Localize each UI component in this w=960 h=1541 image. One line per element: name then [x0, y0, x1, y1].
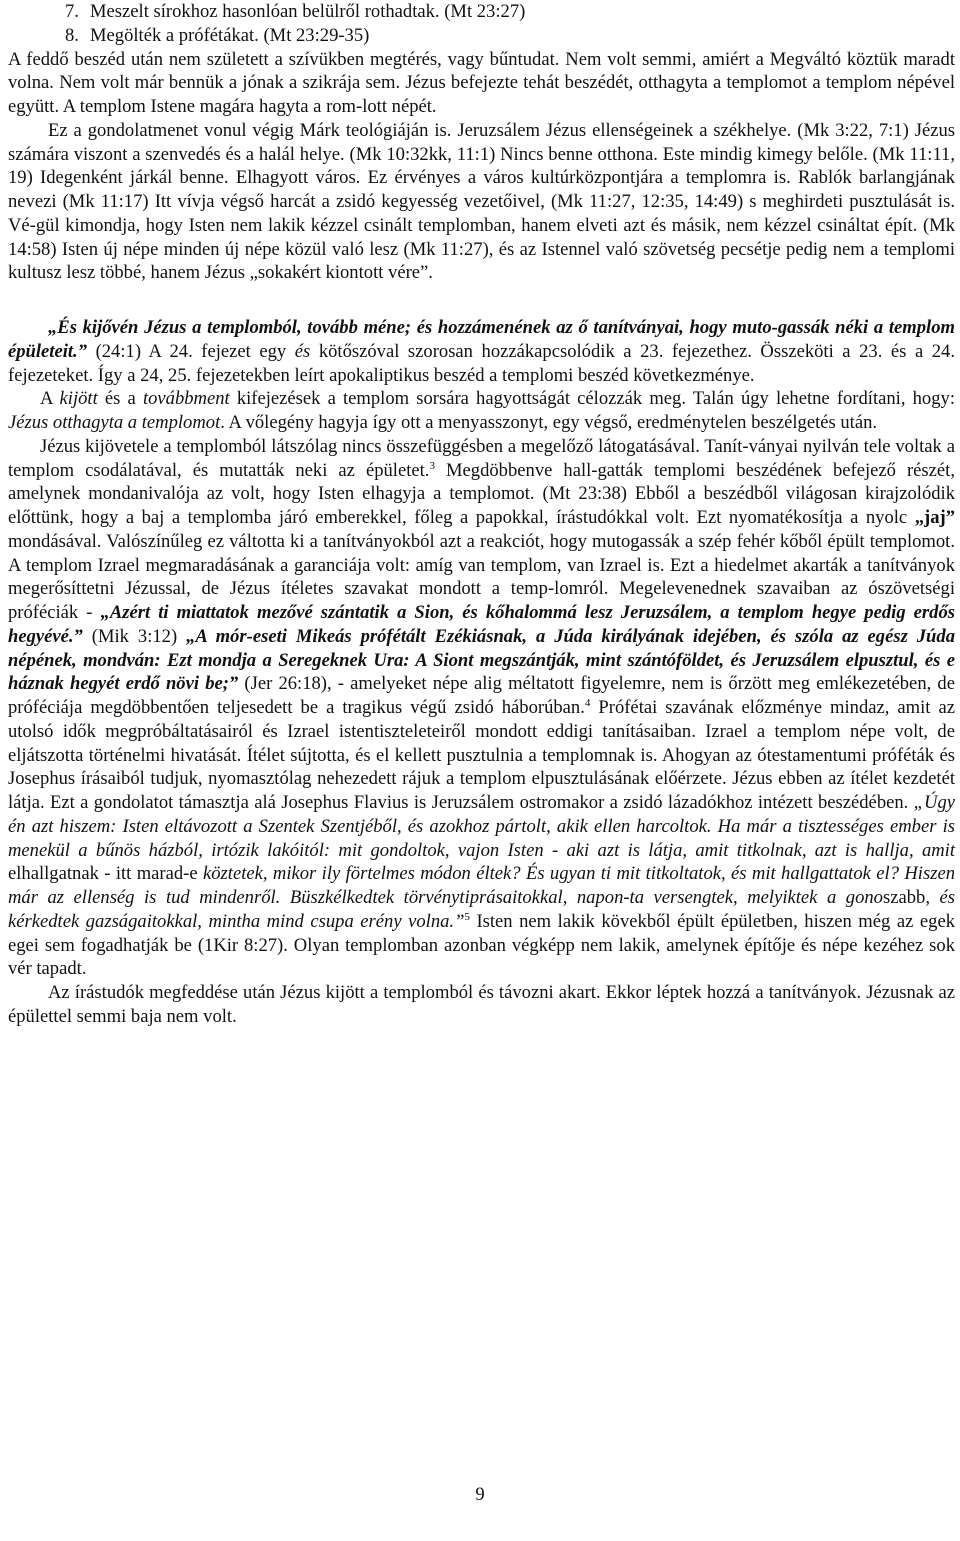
- emphasis: „jaj”: [914, 507, 955, 528]
- footnote-ref: 5: [464, 910, 470, 923]
- paragraph: [8, 435, 955, 981]
- list-item: [8, 0, 955, 24]
- paragraph-text: szabb: [882, 887, 926, 908]
- paragraph-text: (Mik 3:12): [82, 625, 187, 647]
- paragraph: [8, 119, 955, 285]
- paragraph-text: mondásával. Valószínűleg ez váltotta ki a tanítványokból azt a reakciót, hogy mutogassák a szép fehér kőből épült templomot. A templom Izrael megmaradásának a garanciája volt: amíg van templom, van Izrael is. Ezt a hiedelmet akarták a tanítványok megerősíttetni Jézussal, de Jézus ítéletes szavakat mondott a temp-lomról. Megelevenednek szavaiban az ószövetségi próféciák -: [8, 530, 955, 623]
- bible-quote: „És kijővén Jézus a templomból, tovább méne; és hozzámenének az ő tanítványai, hogy muto-gassák néki a templom épületeit.”: [8, 317, 955, 362]
- paragraph-text: kötőszóval szorosan hozzákapcsolódik a 23. fejezethez. Összeköti a 23. és a 24. fejezeteket. Így a 24, 25. fejezetekben leírt apokaliptikus beszéd a templomi beszéd következménye.: [8, 340, 955, 386]
- list-text: Megölték a prófétákat. (Mt 23:29-35): [90, 24, 370, 46]
- paragraph-text: A feddő beszéd után nem született a szívükben megtérés, vagy bűntudat. Nem volt semmi, amiért a Megváltó köztük maradt volna. Nem volt már bennük a jónak a szikrája sem. Jézus befejezte tehát beszédét, otthagyta a templomot a templom népével együtt. A templom Istene magára hagyta a rom-lott népét.: [8, 48, 955, 117]
- list-text: Meszelt sírokhoz hasonlóan belülről rothadtak. (Mt 23:27): [90, 1, 526, 22]
- paragraph-text: . A vőlegény hagyja így ott a menyasszonyt, egy végső, eredménytelen beszélgetés után.: [220, 412, 878, 433]
- emphasis: kijött: [59, 388, 98, 410]
- josephus-quote: , és kérkedtek gazságaitokkal, mintha mind csupa erény volna.”: [8, 887, 955, 932]
- emphasis: és: [294, 340, 311, 362]
- emphasis: továbbment: [142, 388, 230, 410]
- paragraph: [8, 981, 955, 1029]
- paragraph-text: kifejezések a templom sorsára hagyottságát célozzák meg. Talán úgy lehetne fordítani, hogy:: [229, 388, 955, 410]
- paragraph-text: Megdöbbenve hall-gatták templomi beszédének befejező részét, amelynek mondanivalója az volt, hogy Isten elhagyja a templomot. (Mt 23:38) Ebből a beszédből világosan kirajzolódik előttünk, hogy a baj a templomba járó emberekkel, főleg a papokkal, írástudókkal volt. Ezt nyomatékosítja a nyolc: [8, 459, 955, 528]
- footnote-ref: 3: [429, 459, 435, 472]
- paragraph: [8, 387, 955, 435]
- paragraph-text: (Jer 26:18), - amelyeket népe alig méltatott figyelemre, nem is őrzött meg emlékezetében, de próféciája megdöbbentően teljesedett be a tragikus végű zsidó háborúban.: [8, 673, 955, 718]
- paragraph-text: Prófétai szavának előzménye mindaz, amit az utolsó idők megpróbáltatásairól és Izrael istentiszteleteiről mondott eddigi tanításaiban. Izrael a templom népe volt, de eljátszotta történelmi hivatását. Ítélet sújtotta, és el kellett pusztulnia a templomnak is. Ahogyan az ótestamentumi próféták és Josephus írásaiból tudjuk, nyomasztólag nehezedett rájuk a templom elpusztulásának előérzete. Jézus ebben az ítélet kezdetét látja. Ezt a gondolatot támasztja alá Josephus Flavius is Jeruzsálem ostromakor a zsidó lázadókhoz intézett beszédében.: [8, 697, 955, 813]
- list-number: 8.: [65, 24, 79, 46]
- page-number: 9: [475, 1484, 485, 1505]
- paragraph-text: Isten nem lakik kövekből épült épületben, hiszen még az egek egei sem fogadhatják be (1Kir 8:27). Olyan templomban azonban végképp nem lakik, amelynek építője és népe kezéhez sok vér tapadt.: [8, 910, 955, 980]
- paragraph-text: (24:1) A 24. fejezet egy: [87, 340, 295, 362]
- josephus-quote: köztetek, mikor ily förtelmes módon éltek? És ugyan ti mit titkoltatok, és mit hallgattatok el? Hiszen már az ellenség is tud mindenről. Büszkélkedtek törvénytiprásaitokkal, napon-ta versengtek, melyiktek a gono: [8, 863, 955, 908]
- paragraph-text: A: [40, 388, 60, 410]
- paragraph-text: és a: [97, 388, 143, 410]
- list-item: [8, 24, 955, 48]
- bible-quote: „Azért ti miattatok mezővé szántatik a Sion, és kőhalommá lesz Jeruzsálem, a templom hegye pedig erdős hegyévé.”: [8, 602, 955, 647]
- paragraph: [8, 48, 955, 119]
- emphasis: Jézus otthagyta a templomot: [8, 412, 221, 433]
- paragraph-text: Ez a gondolatmenet vonul végig Márk teológiáján is. Jeruzsálem Jézus ellenségeinek a székhelye. (Mk 3:22, 7:1) Jézus számára viszont a szenvedés és a halál helye. (Mk 10:32kk, 11:1) Nincs benne otthona. Este mindig kimegy belőle. (Mk 11:11, 19) Idegenként járkál benne. Elhagyott város. Ez érvényes a város kultúrközpontjára a templomra is. Rablók barlangjának nevezi (Mk 11:17) Itt vívja végső harcát a zsidó kegyesség vezetőivel, (Mk 11:27, 12:35, 14:49) s meghirdeti pusztulását is. Vé-gül kimondja, hogy Isten nem lakik kézzel csinált templomban, hanem elveti azt és másik, nem kézzel csináltat épít. (Mk 14:58) Isten új népe minden új népe közül való lesz (Mk 11:27), és az Istennel való szövetség pecsétje pedig nem a templomi kultusz lesz többé, hanem Jézus „sokakért kiontott vére”.: [8, 119, 955, 284]
- paragraph-text: Jézus kijövetele a templomból látszólag nincs összefüggésben a megelőző látogatásával. Tanít-ványai nyilván tele voltak a templom csodálatával, és mutatták neki az épületet.: [8, 435, 955, 481]
- list-number: 7.: [65, 1, 79, 22]
- bible-quote: „A mór-eseti Mikeás prófétált Ezékiásnak, a Júda királyának idejében, és szóla az egész Júda népének, mondván: Ezt mondja a Seregeknek Ura: A Siont megszántják, mint szántóföldet, és Jeruzsálem elpusztul, és e háznak hegyét erdő növi be;”: [8, 625, 955, 695]
- paragraph-text: Az írástudók megfeddése után Jézus kijött a templomból és távozni akart. Ekkor léptek hozzá a tanítványok. Jézusnak az épülettel semmi baja nem volt.: [8, 982, 955, 1027]
- paragraph: [8, 316, 955, 387]
- paragraph-text: elhallgatnak - itt marad-e: [8, 863, 198, 885]
- josephus-quote: „Úgy én azt hiszem: Isten eltávozott a Szentek Szentjéből, és azokhoz pártolt, akik ellen harcoltok. Ha már a tisztességes ember is menekül a bűnös házból, irtózik lakóitól: mit gondoltok, vajon Isten - aki azt is látja, amit titkolnak, azt is hallja, amit: [8, 792, 955, 861]
- footnote-ref: 4: [584, 697, 591, 709]
- body-text: [8, 0, 955, 1029]
